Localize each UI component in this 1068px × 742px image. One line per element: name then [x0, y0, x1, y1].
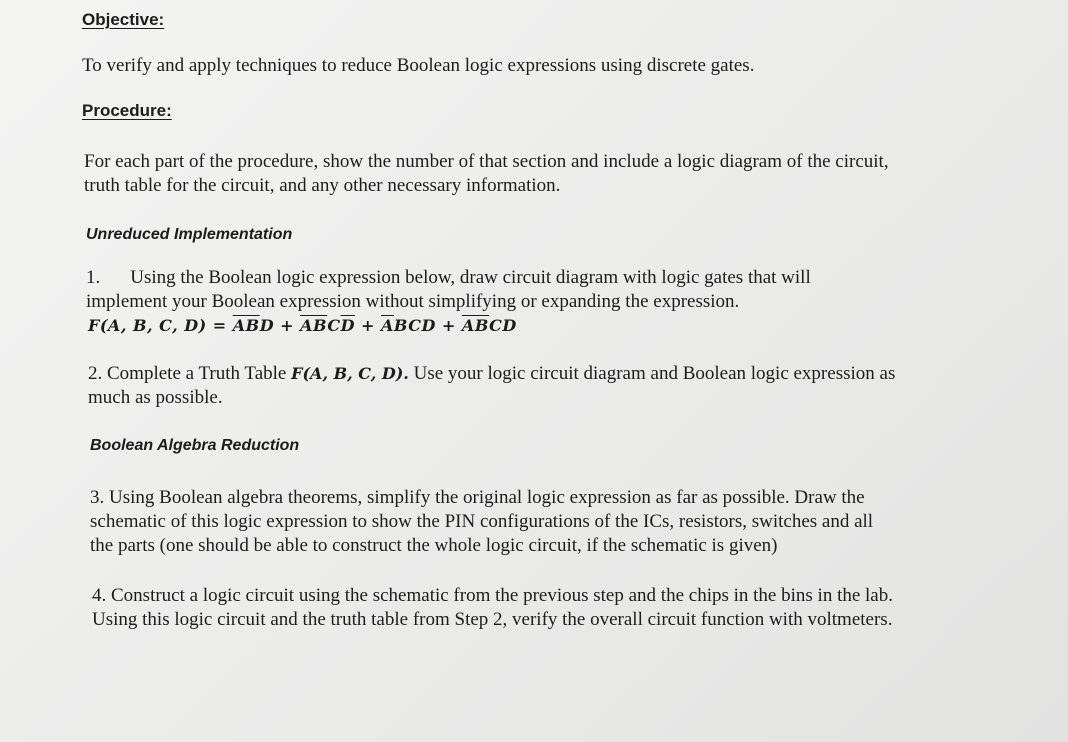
procedure-intro-line1: For each part of the procedure, show the number of that section and include a logic diagram of the circuit, — [84, 151, 889, 172]
boolean-expression — [88, 314, 517, 338]
item1-text: Using the Boolean logic expression below, draw circuit diagram with logic gates that will — [130, 267, 811, 288]
expr-t4-ab: $\overline{AB}$ — [461, 316, 490, 335]
reduction-heading: Boolean Algebra Reduction — [90, 437, 300, 454]
item3-line2: schematic of this logic expression to show the PIN configurations of the ICs, resistors, switches and all — [90, 511, 874, 532]
expr-t3-a: $\overline{A}$ — [381, 316, 394, 335]
expr-plus1: + — [274, 316, 301, 335]
item4-line1: 4. Construct a logic circuit using the schematic from the previous step and the chips in the bins in the lab. — [92, 585, 893, 606]
item1-line1 — [86, 266, 811, 290]
expr-t1-a: $\overline{A}$ — [232, 316, 246, 335]
expr-t2-c: C — [327, 316, 341, 335]
expr-t4-rest: CD — [489, 316, 517, 335]
expr-t1-b: $\overline{B}$ — [245, 316, 260, 335]
unreduced-heading: Unreduced Implementation — [86, 226, 293, 243]
expr-t3-rest: BCD — [393, 316, 436, 335]
expr-t1-rest: D — [259, 316, 275, 335]
item1-number: 1. — [86, 267, 101, 288]
item1-line2: implement your Boolean expression without simplifying or expanding the expression. — [86, 291, 740, 312]
procedure-heading: Procedure: — [82, 101, 172, 120]
expr-t2-d: $\overline{D}$ — [340, 316, 355, 335]
item2-suffix: Use your logic circuit diagram and Boolean logic expression as — [408, 363, 896, 384]
expr-plus2: + — [354, 316, 381, 335]
expr-t2-ab: $\overline{AB}$ — [300, 316, 328, 335]
objective-text: To verify and apply techniques to reduce Boolean logic expressions using discrete gates. — [82, 55, 755, 76]
item4-line2: Using this logic circuit and the truth table from Step 2, verify the overall circuit function with voltmeters. — [92, 609, 893, 630]
item2-prefix: 2. Complete a Truth Table — [88, 363, 292, 384]
item3-line3: the parts (one should be able to construct the whole logic circuit, if the schematic is given) — [90, 535, 778, 556]
item3-line1: 3. Using Boolean algebra theorems, simplify the original logic expression as far as possible. Draw the — [90, 487, 865, 508]
expr-plus3: + — [435, 316, 462, 335]
procedure-intro-line2: truth table for the circuit, and any other necessary information. — [84, 175, 561, 196]
objective-heading: Objective: — [82, 10, 165, 29]
item2-func: F(A, B, C, D). — [291, 364, 409, 383]
item2-line1 — [88, 362, 895, 386]
expr-lhs: F(A, B, C, D) = — [88, 316, 233, 335]
item2-line2: much as possible. — [88, 387, 223, 408]
